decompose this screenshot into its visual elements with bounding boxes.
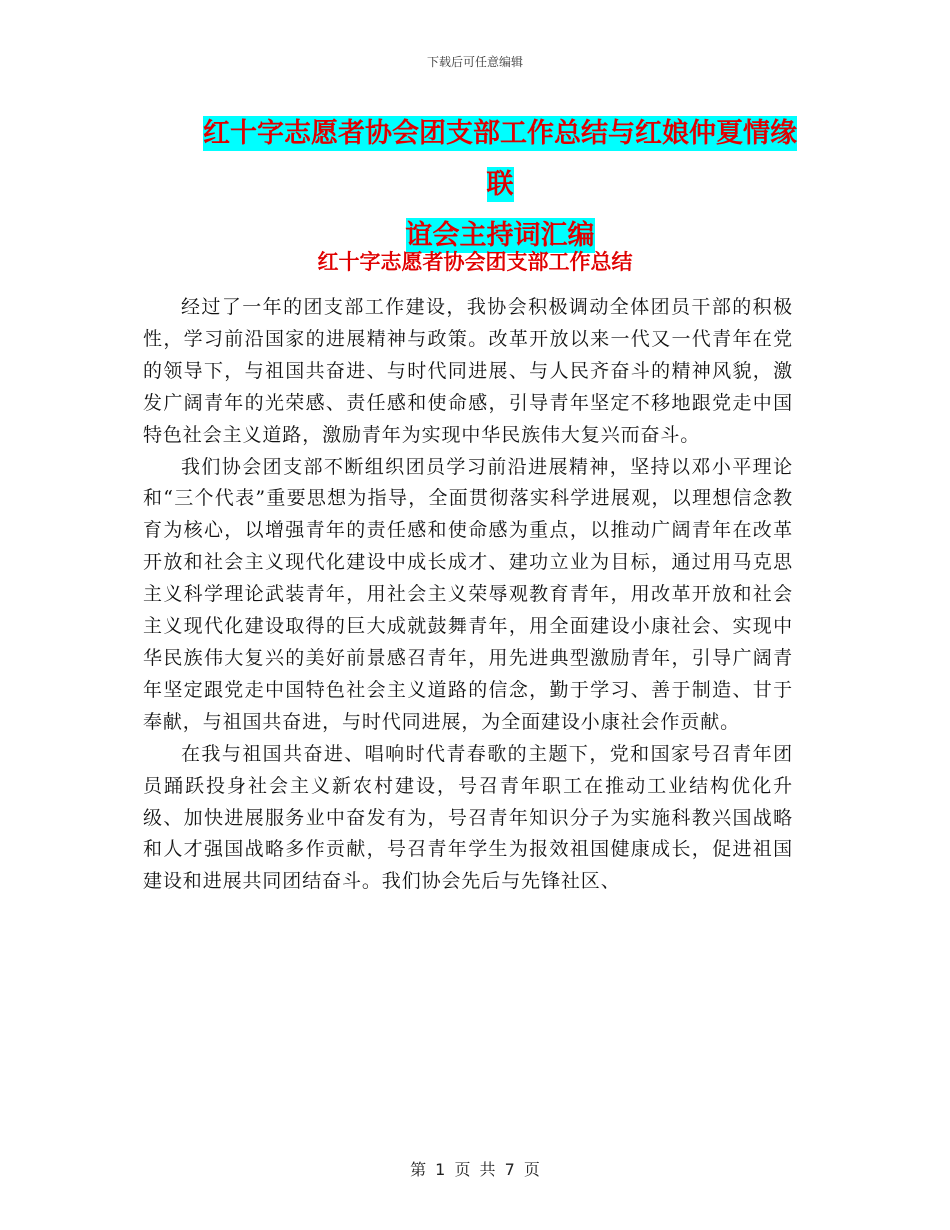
title-highlight-2: 谊会主持词汇编 <box>405 220 595 251</box>
paragraph-1: 经过了一年的团支部工作建设，我协会积极调动全体团员干部的积极性，学习前沿国家的进展精神与政策。改革开放以来一代又一代青年在党的领导下，与祖国共奋进、与时代同进展、与人民齐奋斗的精神风貌，激发广阔青年的光荣感、责任感和使命感，引导青年坚定不移地跟党走中国特色社会主义道路，激励青年为实现中华民族伟大复兴而奋斗。 <box>143 296 793 446</box>
document-title-line-1 <box>195 108 805 210</box>
document-body <box>143 292 793 898</box>
page-number: 第 1 页 共 7 页 <box>410 1160 540 1179</box>
page-header-note: 下载后可任意编辑 <box>426 55 523 69</box>
document-title <box>195 108 805 261</box>
title-highlight-1: 红十字志愿者协会团支部工作总结与红娘仲夏情缘联 <box>203 118 797 200</box>
paragraph-3: 在我与祖国共奋进、唱响时代青春歌的主题下，党和国家号召青年团员踊跃投身社会主义新农村建设，号召青年职工在推动工业结构优化升级、加快进展服务业中奋发有为，号召青年知识分子为实施科教兴国战略和人才强国战略多作贡献，号召青年学生为报效祖国健康成长，促进祖国建设和进展共同团结奋斗。我们协会先后与先锋社区、 <box>143 742 793 893</box>
paragraph-2: 我们协会团支部不断组织团员学习前沿进展精神，坚持以邓小平理论和“三个代表”重要思想为指导，全面贯彻落实科学进展观，以理想信念教育为核心，以增强青年的责任感和使命感为重点，以推动广阔青年在改革开放和社会主义现代化建设中成长成才、建功立业为目标，通过用马克思主义科学理论武装青年，用社会主义荣辱观教育青年，用改革开放和社会主义现代化建设取得的巨大成就鼓舞青年，用全面建设小康社会、实现中华民族伟大复兴的美好前景感召青年，用先进典型激励青年，引导广阔青年坚定跟党走中国特色社会主义道路的信念，勤于学习、善于制造、甘于奉献，与祖国共奋进，与时代同进展，为全面建设小康社会作贡献。 <box>143 455 793 733</box>
section-title: 红十字志愿者协会团支部工作总结 <box>317 250 633 274</box>
